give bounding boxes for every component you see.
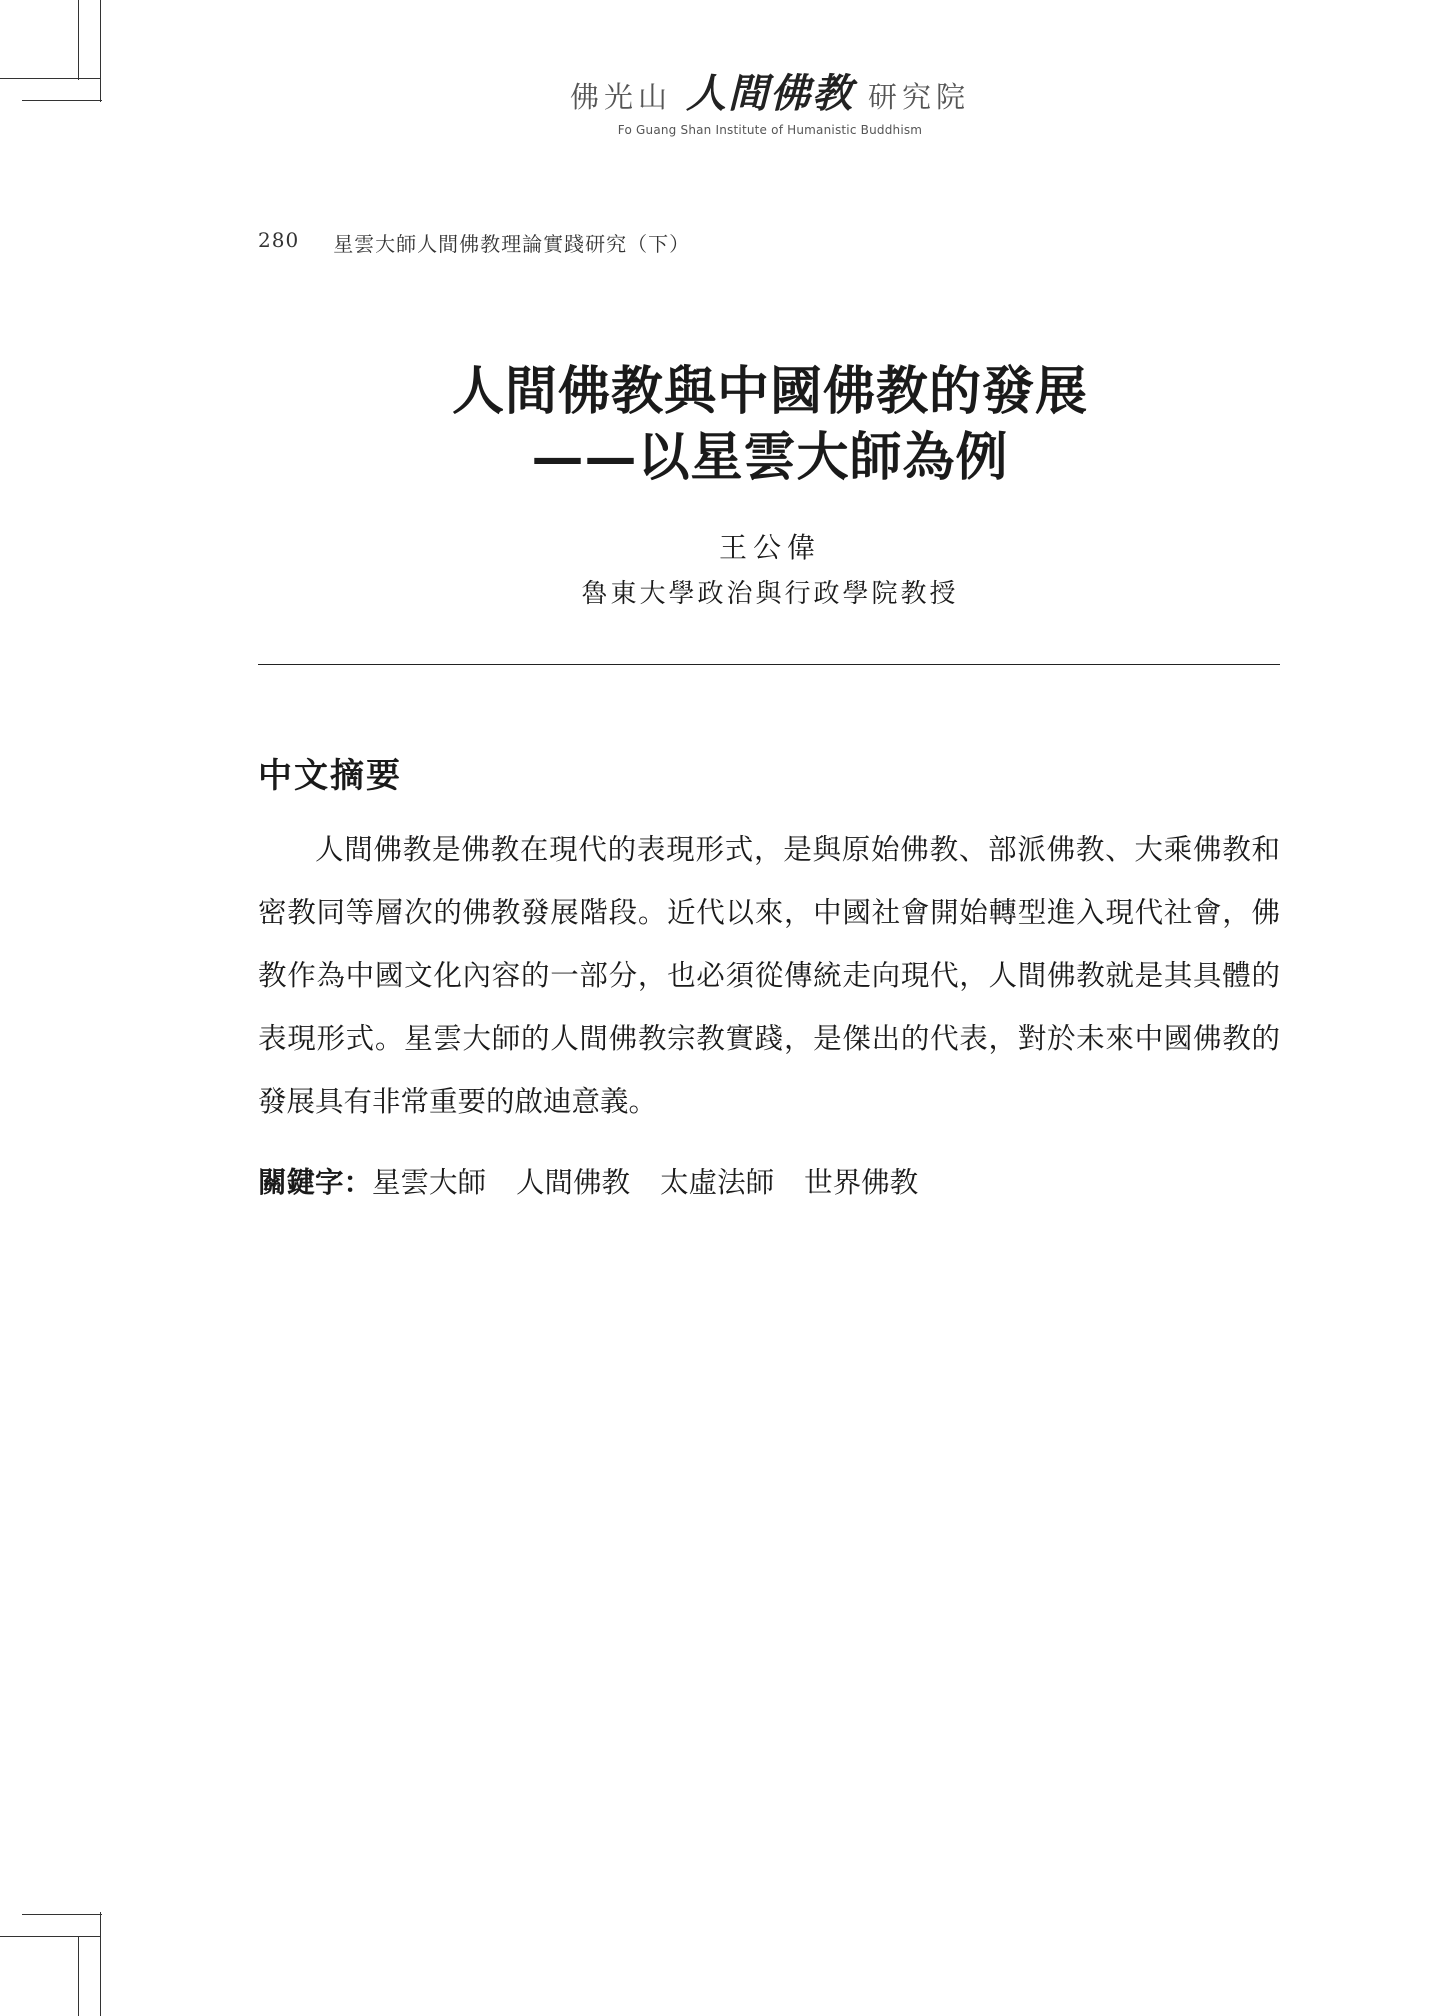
author-block bbox=[0, 528, 1432, 614]
keyword-item: 世界佛教 bbox=[804, 1166, 919, 1199]
keywords-colon: ： bbox=[343, 1165, 373, 1199]
keywords-list bbox=[372, 1160, 918, 1201]
crop-mark-bottom-left-horizontal bbox=[0, 1936, 100, 1937]
crop-mark-bottom-left-vertical-inner bbox=[78, 1936, 79, 2016]
keywords-label: 關鍵字 bbox=[258, 1165, 344, 1199]
masthead-logo bbox=[570, 62, 970, 119]
title-block bbox=[0, 360, 1432, 490]
running-header bbox=[258, 228, 690, 257]
masthead-brand: 人間佛教 bbox=[686, 70, 854, 117]
keyword-item: 人間佛教 bbox=[516, 1166, 631, 1199]
crop-mark-bottom-left-vertical bbox=[100, 1912, 101, 2016]
masthead-subtitle: Fo Guang Shan Institute of Humanistic Buddhism bbox=[617, 123, 923, 137]
keyword-item: 太虛法師 bbox=[660, 1166, 775, 1199]
crop-mark-bottom-left-horizontal-inner bbox=[22, 1914, 102, 1915]
page-number: 280 bbox=[258, 228, 300, 252]
abstract-heading: 中文摘要 bbox=[258, 756, 402, 796]
masthead-right-text: 研究院 bbox=[868, 80, 971, 114]
abstract-body: 人間佛教是佛教在現代的表現形式，是與原始佛教、部派佛教、大乘佛教和密教同等層次的佛教發展階段。近代以來，中國社會開始轉型進入現代社會，佛教作為中國文化內容的一部分，也必須從傳統走向現代，人間佛教就是其具體的表現形式。星雲大師的人間佛教宗教實踐，是傑出的代表，對於未來中國佛教的發展具有非常重要的啟迪意義。 bbox=[258, 833, 1280, 1118]
divider bbox=[258, 664, 1280, 665]
masthead-left-text: 佛光山 bbox=[569, 80, 672, 114]
keyword-item: 星雲大師 bbox=[372, 1166, 487, 1199]
author-affiliation: 魯東大學政治與行政學院教授 bbox=[581, 579, 959, 609]
article-title: 人間佛教與中國佛教的發展 bbox=[451, 361, 1088, 422]
author-name: 王公偉 bbox=[718, 531, 821, 564]
keywords bbox=[258, 1160, 918, 1201]
masthead bbox=[0, 62, 1432, 137]
article-subtitle: ——以星雲大師為例 bbox=[531, 427, 1009, 488]
book-title: 星雲大師人間佛教理論實踐研究（下） bbox=[333, 232, 691, 256]
